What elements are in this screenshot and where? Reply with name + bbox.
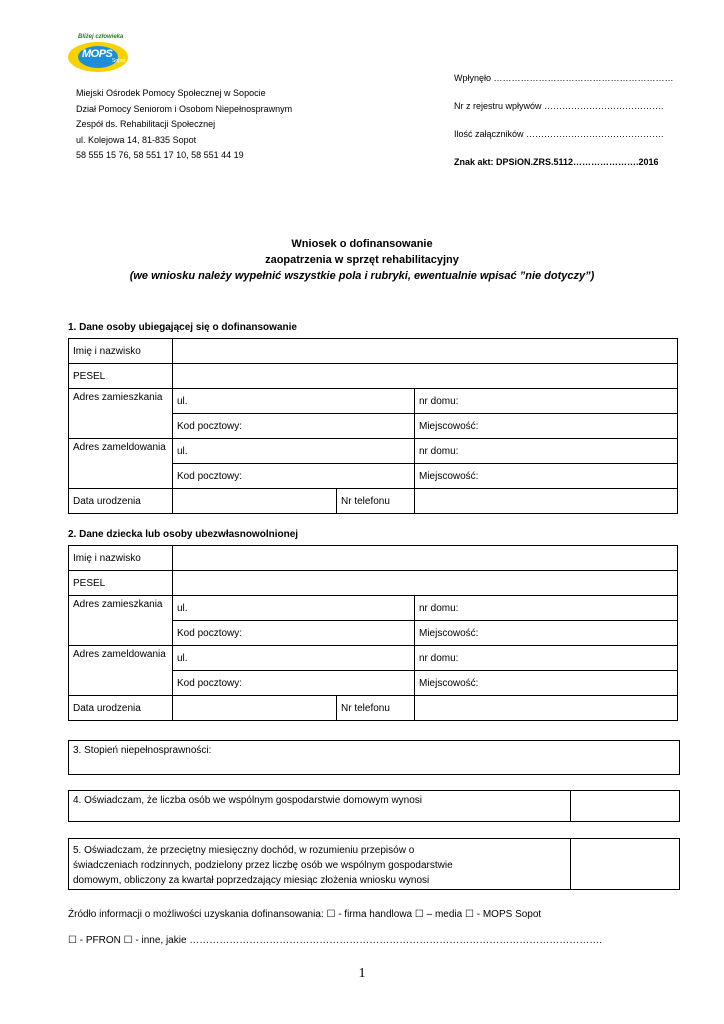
postcode-input[interactable]: Kod pocztowy: [173, 414, 415, 439]
received-field[interactable]: Wpłynęło …………………………………………………… [454, 73, 674, 83]
city-input[interactable]: Miejscowość: [415, 414, 678, 439]
house-number-input[interactable]: nr domu: [415, 646, 678, 671]
logo-name: MOPS [82, 48, 113, 60]
name-input[interactable] [173, 339, 678, 364]
income-label: 5. Oświadczam, że przeciętny miesięczny dochód, w rozumieniu przepisów o świadczeniach rodzinnych, podzielony przez liczbę osób we wspólnym gospodarstwie domowym, obliczony za kwartał poprzedzający miesiąc złożenia wniosku wynosi [73, 845, 453, 886]
street-input[interactable]: ul. [173, 439, 415, 464]
address-registered-label: Adres zameldowania [69, 646, 173, 696]
disability-degree-label: 3. Stopień niepełnosprawności: [73, 745, 212, 756]
pesel-label: PESEL [69, 571, 173, 596]
pesel-input[interactable] [173, 571, 678, 596]
page-number: 1 [358, 966, 366, 981]
house-number-input[interactable]: nr domu: [415, 439, 678, 464]
section2-heading: 2. Dane dziecka lub osoby ubezwłasnowolnionej [68, 529, 299, 540]
house-number-input[interactable]: nr domu: [415, 596, 678, 621]
household-count-input[interactable] [570, 791, 679, 821]
title-line2: zaopatrzenia w sprzęt rehabilitacyjny [265, 254, 459, 266]
source-line1[interactable]: Źródło informacji o możliwości uzyskania dofinansowania: ☐ - firma handlowa ☐ – media ☐ - MOPS Sopot [68, 909, 542, 920]
address-residence-label: Adres zamieszkania [69, 596, 173, 646]
pesel-input[interactable] [173, 364, 678, 389]
postcode-input[interactable]: Kod pocztowy: [173, 671, 415, 696]
house-number-input[interactable]: nr domu: [415, 389, 678, 414]
section1-heading: 1. Dane osoby ubiegającej się o dofinansowanie [68, 322, 297, 333]
registry-block [454, 64, 674, 176]
registry-number-field[interactable]: Nr z rejestru wpływów …………………………………. [454, 101, 664, 111]
street-input[interactable]: ul. [173, 646, 415, 671]
title-instructions: (we wniosku należy wypełnić wszystkie pola i rubryki, ewentualnie wpisać ”nie dotyczy”) [129, 270, 595, 282]
street-input[interactable]: ul. [173, 596, 415, 621]
address-residence-label: Adres zamieszkania [69, 389, 173, 439]
source-line2[interactable]: ☐ - PFRON ☐ - inne, jakie ……………………………………………………………………………………………………………. [68, 935, 603, 946]
city-input[interactable]: Miejscowość: [415, 621, 678, 646]
name-input[interactable] [173, 546, 678, 571]
birth-date-label: Data urodzenia [69, 489, 173, 514]
section1-table [68, 338, 678, 514]
disability-degree-box[interactable] [68, 740, 680, 775]
street-input[interactable]: ul. [173, 389, 415, 414]
city-input[interactable]: Miejscowość: [415, 464, 678, 489]
mops-logo [68, 34, 132, 76]
postcode-input[interactable]: Kod pocztowy: [173, 621, 415, 646]
phone-label: Nr telefonu [337, 696, 415, 721]
phone-input[interactable] [415, 489, 678, 514]
household-count-label: 4. Oświadczam, że liczba osób we wspólnym gospodarstwie domowym wynosi [73, 795, 423, 806]
attachments-field[interactable]: Ilość załączników ………………………………………. [454, 129, 664, 139]
income-input[interactable] [570, 839, 679, 889]
form-title [0, 236, 724, 284]
logo-tagline: Bliżej człowieka [78, 34, 124, 40]
section2-table [68, 545, 678, 721]
title-line1: Wniosek o dofinansowanie [291, 238, 433, 250]
reference-field[interactable]: Znak akt: DPSiON.ZRS.5112………………….2016 [454, 157, 659, 167]
phone-label: Nr telefonu [337, 489, 415, 514]
household-count-box [68, 790, 680, 822]
birth-date-label: Data urodzenia [69, 696, 173, 721]
name-label: Imię i nazwisko [69, 339, 173, 364]
birth-date-input[interactable] [173, 696, 337, 721]
income-box [68, 838, 680, 890]
postcode-input[interactable]: Kod pocztowy: [173, 464, 415, 489]
phone-input[interactable] [415, 696, 678, 721]
address-registered-label: Adres zameldowania [69, 439, 173, 489]
name-label: Imię i nazwisko [69, 546, 173, 571]
city-input[interactable]: Miejscowość: [415, 671, 678, 696]
organization-info: Miejski Ośrodek Pomocy Społecznej w Sopocie Dział Pomocy Seniorom i Osobom Niepełnosprawnym Zespół ds. Rehabilitacji Społecznej ul. Kolejowa 14, 81-835 Sopot 58 555 15 76, 58 551 17 10, 58 551 44 19 [76, 88, 293, 160]
logo-sub: Sopot [112, 58, 126, 64]
birth-date-input[interactable] [173, 489, 337, 514]
pesel-label: PESEL [69, 364, 173, 389]
